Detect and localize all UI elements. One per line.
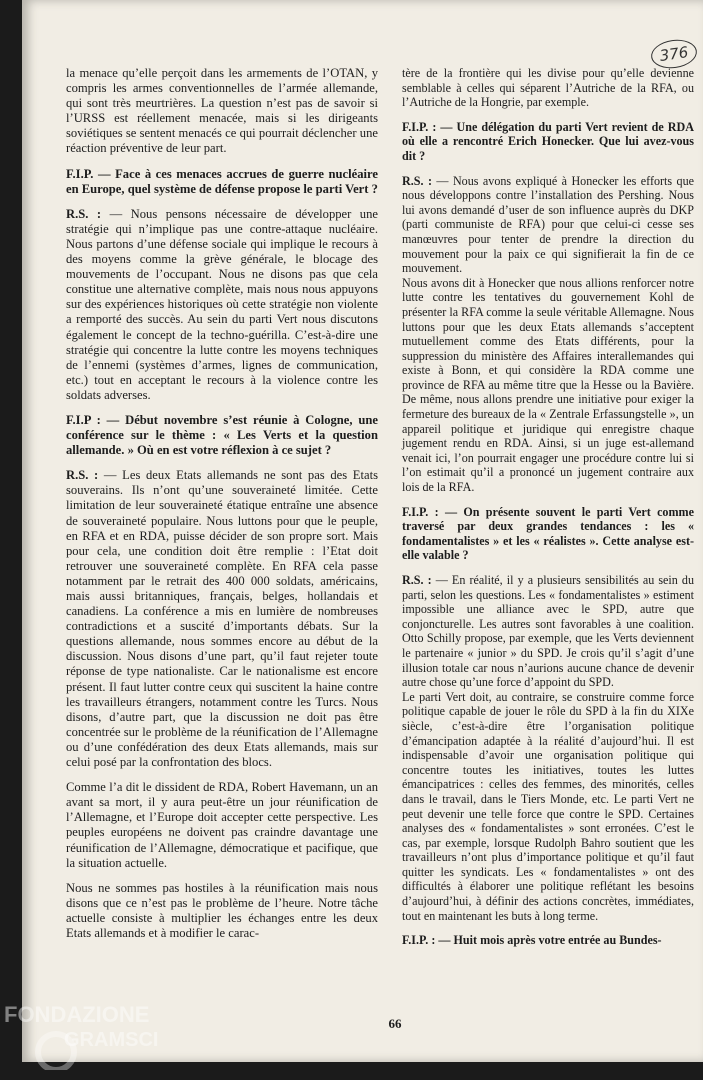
answer-defense: R.S. : — Nous pensons nécessaire de développer une stratégie qui n’implique pas une contre-attaque nucléaire. Nous partons d’une défense sociale qui implique le recours à des moyens comme la grève générale, le blocage des mouvements de l’occupant. Nous ne disons pas que cela constitue une alternative complète, mais nous nous appuyons sur des expériences historiques où cette stratégie non violente a remporté des succès. Au sein du parti Vert nous discutons également le concept de la techno-guérilla. C’est-à-dire une stratégie qui concentre la lutte contre les moyens techniques de l’ennemi (systèmes d’armes, lignes de communication, etc.) tout en acceptant le recours à la violence contre les soldats adverses. xyxy=(66,206,378,402)
document-page xyxy=(22,0,703,1062)
paragraph-spd: Le parti Vert doit, au contraire, se construire comme force politique capable de jouer le rôle du SPD à la fin du XIXe siècle, c’est-à-dire être l’organisation politique d’émancipation adaptée à la réalité d’aujourd’hui. Il est indispensable d’avoir une organisation politique qui concentre toutes les initiatives, toutes les luttes émancipatrices : celles des femmes, des minorités, celles dans le travail, dans le Tiers Monde, etc. Le parti Vert ne peut devenir une telle force que contre le SPD. Certaines analyses des « fondamentalistes » sont erronées. C’est le cas, par exemple, lorsque Rudolph Bahro soutient que les travailleurs n’ont plus d’importance politique et qu’il faut quitter les syndicats. Les « fondamentalistes » ont des difficultés à élaborer une politique reflétant les besoins d’aujourd’hui, à définir des actions concrètes, immédiates, tout en maintenant les buts à long terme. xyxy=(402,689,694,923)
paragraph-reunification: Nous ne sommes pas hostiles à la réunification mais nous disons que ce n’est pas le problème de l’heure. Notre tâche actuelle consiste à multiplier les échanges entre les deux Etats allemands et à modifier le carac- xyxy=(66,880,378,940)
speaker-label: R.S. : xyxy=(402,173,432,188)
paragraph-intro: la menace qu’elle perçoit dans les armements de l’OTAN, y compris les armes conventionnelles de l’armée allemande, qui sont très meurtrières. La question n’est pas de savoir si l’URSS est réellement menacée, mais si les dirigeants soviétiques se sentent menacés ce qui pourrait déclencher une réaction préventive de leur part. xyxy=(66,66,378,156)
right-column xyxy=(402,66,694,958)
watermark-line-2: GRAMSCI xyxy=(64,1029,159,1051)
speaker-label: R.S. : xyxy=(402,573,432,587)
answer-tendencies: R.S. : — En réalité, il y a plusieurs sensibilités au sein du parti, selon les questions. Les « fondamentalistes » estiment impossible une alliance avec le SPD, autre que conjoncturelle. Les autres sont favorables à une coalition. Otto Schilly propose, par exemple, que les Verts deviennent le partenaire « junior » du SPD. Je crois qu’il s’agit d’une illusion totale car nous n’aurions aucune chance de devenir autre chose qu’une force d’appoint du SPD. xyxy=(402,573,695,690)
watermark-line-1: FONDAZIONE xyxy=(4,1002,150,1027)
question-defense: F.I.P. — Face à ces menaces accrues de guerre nucléaire en Europe, quel système de défense propose le parti Vert ? xyxy=(66,166,378,196)
paragraph-border: tère de la frontière qui les divise pour qu’elle devienne semblable à celles qui séparent l’Autriche de la RFA, ou l’Autriche de la Hongrie, par exemple. xyxy=(402,66,694,110)
page-number: 66 xyxy=(388,1016,402,1031)
question-bundestag: F.I.P. : — Huit mois après votre entrée au Bundes- xyxy=(402,933,662,948)
paragraph-kohl: Nous avons dit à Honecker que nous allions renforcer notre lutte contre les tentatives du gouvernement Kohl de présenter la RFA comme la seule véritable Allemagne. Nous luttons pour que les deux Etats allemands s’acceptent mutuellement comme des Etats différents, pour la suppression du ministère des Affaires interallemandes qui existe à Bonn, et qui considère la RDA comme une province de RFA au même titre que la Hesse ou la Bavière. De même, nous allons prendre une initiative pour exiger la fermeture des bureaux de la « Zentrale Erfassungstelle », un appareil politique et juridique qui enregistre chaque jugement rendu en RDA. Ainsi, si un juge est-allemand venait ici, l’on pourrait engager une procédure contre lui si l’on estimait qu’il a prononcé un jugement contraire aux lois de la RFA. xyxy=(402,275,694,495)
left-column xyxy=(66,66,378,951)
question-tendencies: F.I.P. : — On présente souvent le parti Vert comme traversé par deux grandes tendances : les « fondamentalistes » et les « réalistes ». Cette analyse est-elle valable ? xyxy=(402,504,694,563)
speaker-label: R.S. : xyxy=(66,468,99,483)
paragraph-havemann: Comme l’a dit le dissident de RDA, Robert Havemann, un an avant sa mort, il y aura peut-être un jour réunification de l’Allemagne, et l’Europe doit accepter cette perspective. Les peuples européens ne doivent pas craindre davantage une réunification de l’Allemagne, démocratique et pacifique, que la situation actuelle. xyxy=(66,780,378,870)
answer-cologne: R.S. : — Les deux Etats allemands ne sont pas des Etats souverains. Ils n’ont qu’une souveraineté limitée. Cette limitation de leur souveraineté étatique entraîne une absence de souveraineté populaire. Nous luttons pour que le peuple, en RFA et en RDA, puisse décider de son propre sort. Mais pour cela, une condition doit être remplie : l’Etat doit retrouver une souveraineté complète. En RFA cela passe notamment par le retrait des 400 000 soldats, américains, mais aussi britanniques, français, belges, hollandais et canadiens. La conférence a mis en lumière de nombreuses contradictions et a suscité d’importants débats. Sur la questions allemande, nous sommes encore au début de la discussion. Nous disons d’une part, qu’il faut rejeter toute réponse de type nationaliste. Car le nationalisme est encore présent. Il faut lutter contre ceux qui suscitent la haine contre les travailleurs étrangers, notamment contre les Turcs. Nous disons, d’autre part, que la discussion ne doit pas être concentrée sur le problème de la réunification de l’Allemagne ou d’une confédération des deux Etats allemands, mais sur celui posé par la confrontation des blocs. xyxy=(66,468,378,770)
archive-stamp-number: 376 xyxy=(658,43,690,65)
speaker-label: R.S. : xyxy=(66,206,102,221)
question-honecker: F.I.P. : — Une délégation du parti Vert revient de RDA où elle a rencontré Erich Honecker. Que lui avez-vous dit ? xyxy=(402,119,694,163)
question-cologne: F.I.P : — Début novembre s’est réunie à Cologne, une conférence sur le thème : « Les Verts et la question allemande. » Où en est votre réflexion à ce sujet ? xyxy=(66,412,378,458)
answer-honecker: R.S. : — Nous avons expliqué à Honecker les efforts que nous développons contre l’installation des Pershing. Nous lui avons demandé d’user de son influence auprès du DKP (parti communiste de RFA) pour que celui-ci cesse ses manœuvres pour tenter de prendre la direction du mouvement pour la paix ce qui signifierait la fin de ce mouvement. xyxy=(402,173,695,276)
